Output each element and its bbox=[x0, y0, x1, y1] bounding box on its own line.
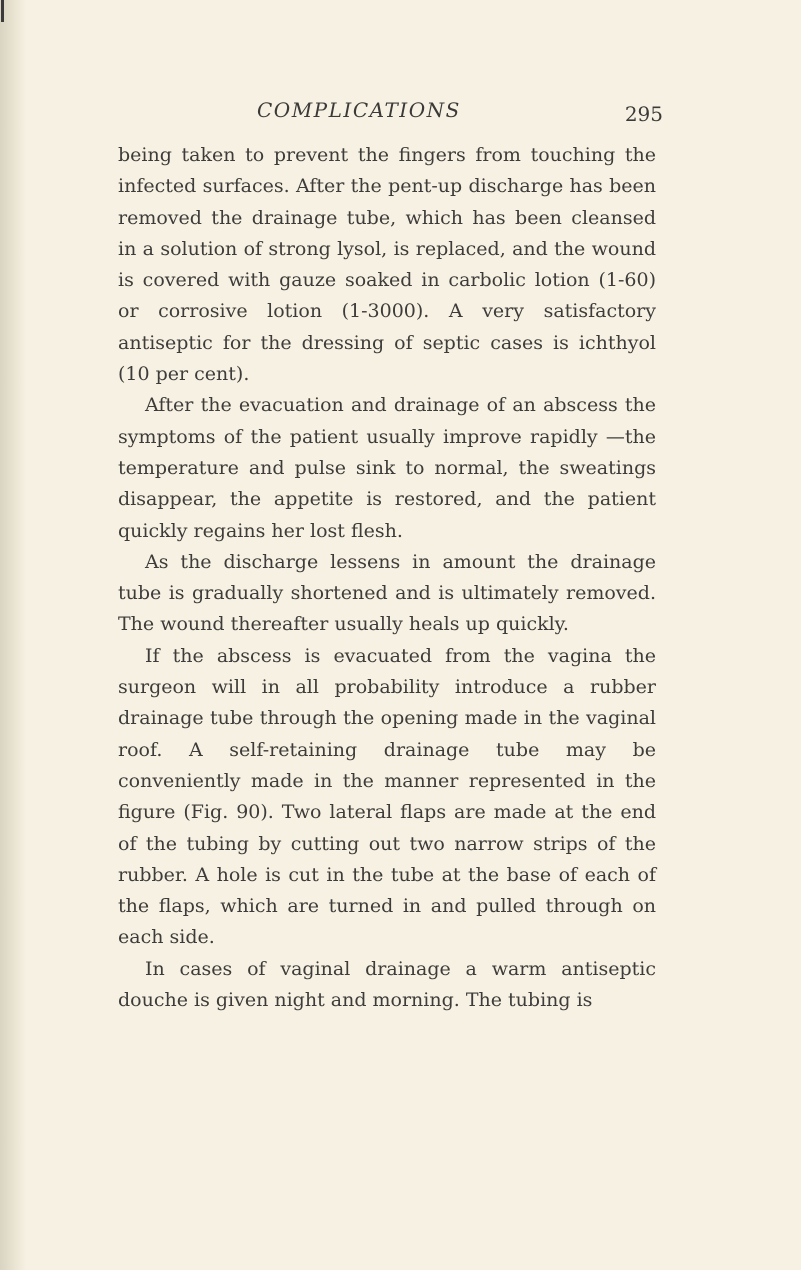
running-title: COMPLICATIONS bbox=[257, 98, 461, 122]
page-number: 295 bbox=[624, 102, 663, 126]
paragraph: After the evacuation and drainage of an abscess the symptoms of the patient usually improve rapidly —the temperature and pulse sink to normal, the sweatings disappear, the appetite is restored, and the patient quickly regains her lost flesh. bbox=[118, 394, 656, 542]
binding-mark bbox=[1, 0, 4, 22]
page-spine-shadow bbox=[0, 0, 26, 1270]
paragraph: being taken to prevent the fingers from touching the infected surfaces. After the pent-up discharge has been removed the drainage tube, which has been cleansed in a solution of strong lysol, is replaced, and the wound is covered with gauze soaked in carbolic lotion (1-60) or corrosive lotion (1-3000). A very satisfactory antiseptic for the dressing of septic cases is ichthyol (10 per cent). bbox=[118, 144, 656, 386]
body-text bbox=[118, 140, 656, 1016]
paragraph: In cases of vaginal drainage a warm antiseptic douche is given night and morning. The tubing is bbox=[118, 957, 656, 1012]
paragraph: As the discharge lessens in amount the drainage tube is gradually shortened and is ultimately removed. The wound thereafter usually heals up quickly. bbox=[118, 550, 656, 636]
running-head bbox=[118, 98, 663, 130]
paragraph: If the abscess is evacuated from the vagina the surgeon will in all probability introduce a rubber drainage tube through the opening made in the vaginal roof. A self-retaining drainage tube may be conveniently made in the manner represented in the figure (Fig. 90). Two lateral flaps are made at the end of the tubing by cutting out two narrow strips of the rubber. A hole is cut in the tube at the base of each of the flaps, which are turned in and pulled through on each side. bbox=[118, 644, 656, 949]
